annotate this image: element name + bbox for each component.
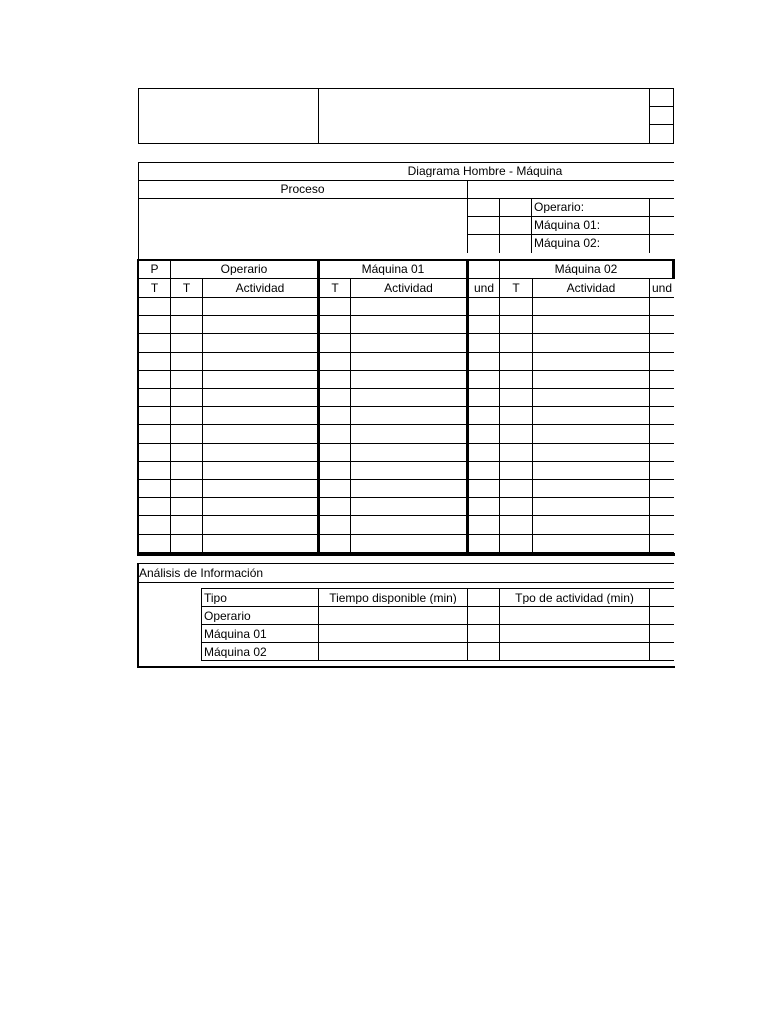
table-row-rule xyxy=(138,534,674,535)
col-header: und xyxy=(652,282,673,294)
maquina01-header: Máquina 01 xyxy=(361,263,425,275)
col-header: T xyxy=(331,282,339,294)
table-row-rule xyxy=(138,461,674,462)
table-row-rule xyxy=(138,388,674,389)
table-row-rule xyxy=(138,406,674,407)
table-row-rule xyxy=(138,515,674,516)
tiempo-disponible-header: Tiempo disponible (min) xyxy=(329,592,457,604)
machine2-label: Máquina 02: xyxy=(534,237,601,249)
operario-header: Operario xyxy=(220,263,268,275)
analysis-row-label: Máquina 01 xyxy=(204,628,267,640)
table-row-rule xyxy=(138,297,674,298)
analysis-title: Análisis de Información xyxy=(139,567,264,579)
table-row-rule xyxy=(138,315,674,316)
process-label: Proceso xyxy=(280,183,325,195)
table-row-rule xyxy=(138,497,674,498)
operator-label: Operario: xyxy=(534,201,585,213)
table-row-rule xyxy=(138,443,674,444)
col-header: T xyxy=(182,282,191,294)
p-header: P xyxy=(150,263,159,275)
table-row-rule xyxy=(138,552,674,553)
table-row-rule xyxy=(138,278,674,279)
table-row-rule xyxy=(138,370,674,371)
table-row-rule xyxy=(138,333,674,334)
table-row-rule xyxy=(138,479,674,480)
col-header: Actividad xyxy=(384,282,433,294)
col-header: T xyxy=(512,282,520,294)
table-row-rule xyxy=(138,352,674,353)
analysis-row-label: Máquina 02 xyxy=(204,646,267,658)
col-header: Actividad xyxy=(235,282,285,294)
machine1-label: Máquina 01: xyxy=(534,219,601,231)
table-row-rule xyxy=(138,424,674,425)
col-header: und xyxy=(473,282,495,294)
col-header: Actividad xyxy=(566,282,616,294)
analysis-row-label: Operario xyxy=(204,610,251,622)
maquina02-header: Máquina 02 xyxy=(554,263,618,275)
tpo-actividad-header: Tpo de actividad (min) xyxy=(515,592,634,604)
col-header: T xyxy=(150,282,159,294)
tipo-header: Tipo xyxy=(204,592,227,604)
diagram-title: Diagrama Hombre - Máquina xyxy=(407,165,563,177)
